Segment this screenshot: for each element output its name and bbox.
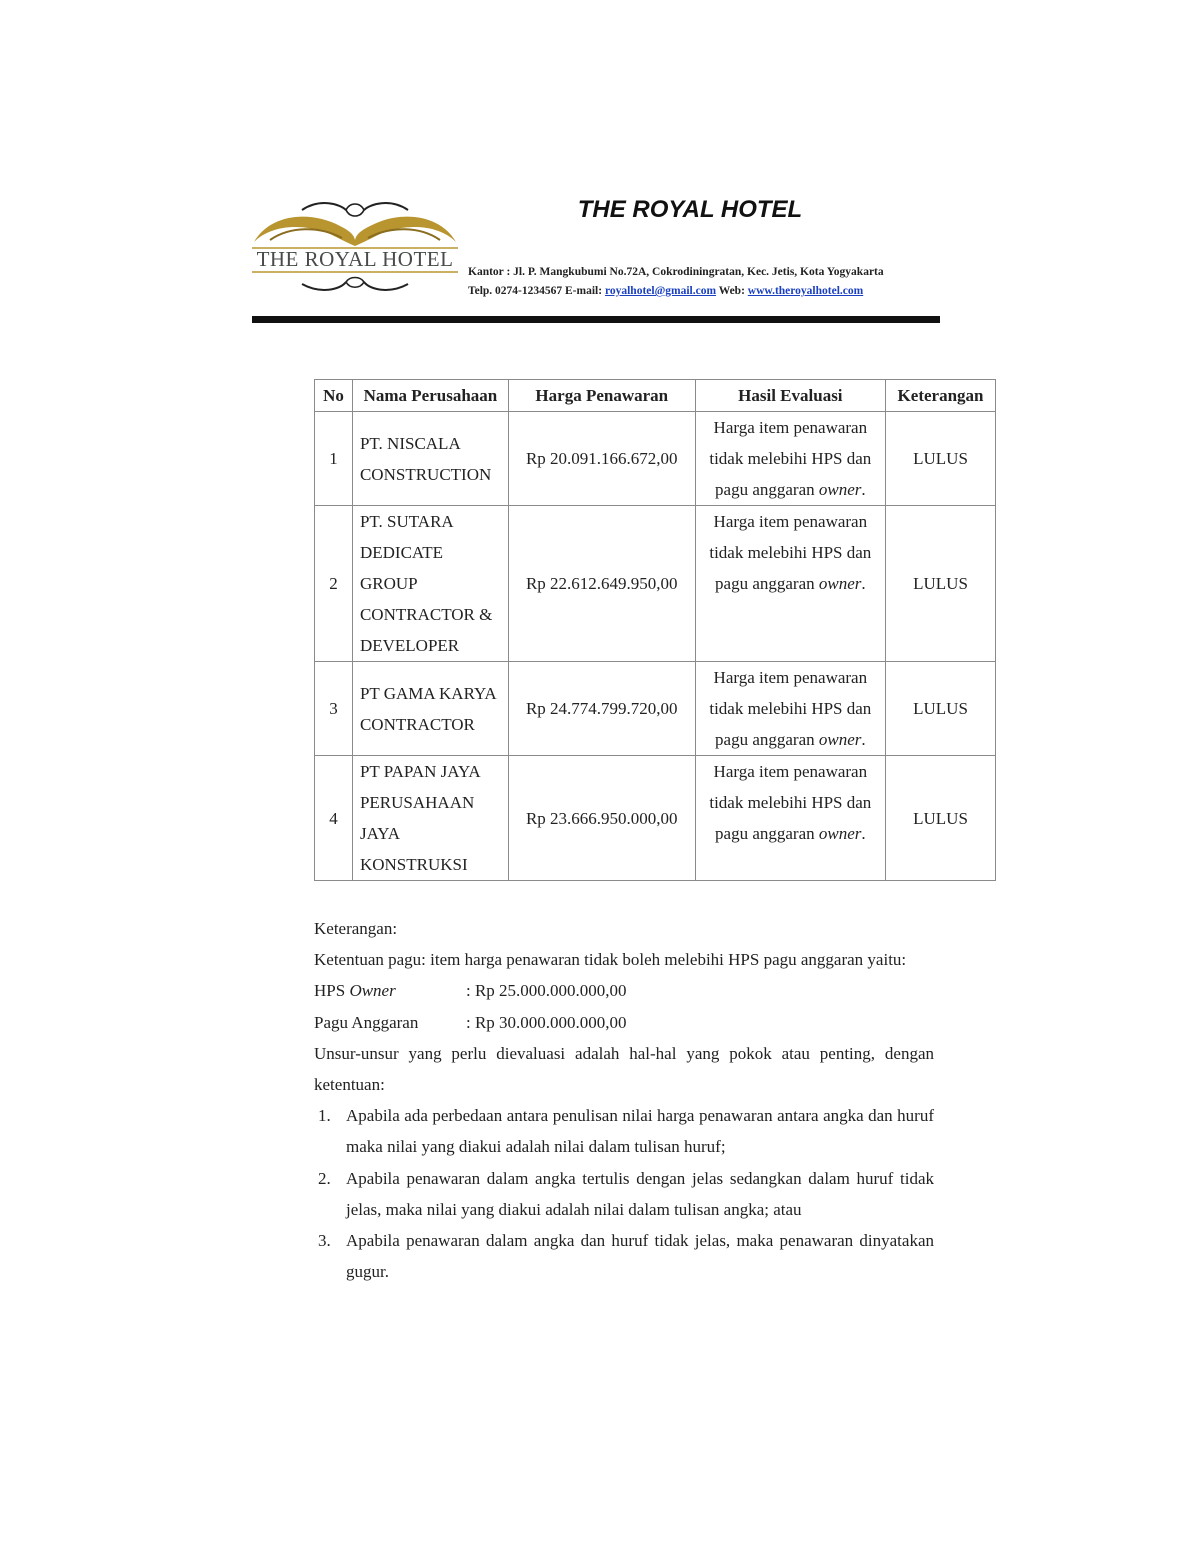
hps-owner-row <box>314 975 934 1006</box>
header-hasil-evaluasi: Hasil Evaluasi <box>695 380 885 412</box>
pagu-anggaran-value: : Rp 30.000.000.000,00 <box>466 1012 627 1032</box>
contact-info <box>468 263 884 301</box>
rules-list <box>314 1100 934 1287</box>
list-text: Apabila penawaran dalam angka dan huruf tidak jelas, maka penawaran dinyatakan gugur. <box>346 1231 934 1282</box>
email-link[interactable]: royalhotel@gmail.com <box>604 285 717 297</box>
table-row <box>315 756 996 881</box>
hps-owner-value: : Rp 25.000.000.000,00 <box>466 981 627 1001</box>
row-no: 3 <box>315 662 353 756</box>
list-item <box>314 1225 934 1287</box>
header-nama-perusahaan: Nama Perusahaan <box>352 380 508 412</box>
evaluation-owner: owner <box>818 824 862 843</box>
list-text: Apabila ada perbedaan antara penulisan nilai harga penawaran antara angka dan huruf maka nilai yang diakui adalah nilai dalam tulisan huruf; <box>346 1106 934 1157</box>
row-status: LULUS <box>886 756 996 881</box>
list-number: 2. <box>318 1168 331 1188</box>
row-no: 1 <box>315 412 353 506</box>
header-keterangan: Keterangan <box>886 380 996 412</box>
evaluation-owner: owner <box>818 574 862 593</box>
row-price: Rp 23.666.950.000,00 <box>508 756 695 881</box>
row-company: PT. NISCALA CONSTRUCTION <box>352 412 508 506</box>
row-evaluation: Harga item penawaran tidak melebihi HPS dan pagu anggaran owner. <box>695 506 885 662</box>
list-text: Apabila penawaran dalam angka tertulis dengan jelas sedangkan dalam huruf tidak jelas, maka nilai yang diakui adalah nilai dalam tulisan angka; atau <box>346 1168 934 1219</box>
table-row <box>315 506 996 662</box>
pagu-anggaran-row <box>314 1007 934 1038</box>
evaluation-owner: owner <box>818 730 862 749</box>
row-company: PT. SUTARA DEDICATE GROUP CONTRACTOR & DEVELOPER <box>352 506 508 662</box>
row-evaluation: Harga item penawaran tidak melebihi HPS dan pagu anggaran owner. <box>695 412 885 506</box>
hps-owner-label <box>314 975 466 1006</box>
row-company: PT PAPAN JAYA PERUSAHAAN JAYA KONSTRUKSI <box>352 756 508 881</box>
evaluation-text: Harga item penawaran tidak melebihi HPS dan pagu anggaran <box>709 512 872 593</box>
table-row <box>315 412 996 506</box>
contact-line <box>468 282 884 301</box>
row-price: Rp 22.612.649.950,00 <box>508 506 695 662</box>
hps-label: HPS <box>314 981 350 1001</box>
row-status: LULUS <box>886 662 996 756</box>
list-number: 1. <box>318 1106 331 1126</box>
list-item <box>314 1100 934 1162</box>
header-no: No <box>315 380 353 412</box>
list-item <box>314 1163 934 1225</box>
web-label: Web: <box>716 285 748 297</box>
row-status: LULUS <box>886 506 996 662</box>
hotel-title: THE ROYAL HOTEL <box>577 196 803 223</box>
row-evaluation: Harga item penawaran tidak melebihi HPS dan pagu anggaran owner. <box>695 756 885 881</box>
row-status: LULUS <box>886 412 996 506</box>
evaluation-text: Harga item penawaran tidak melebihi HPS dan pagu anggaran <box>709 668 872 749</box>
evaluation-text: Harga item penawaran tidak melebihi HPS dan pagu anggaran <box>709 418 872 499</box>
pagu-anggaran-label: Pagu Anggaran <box>314 1012 419 1032</box>
row-price: Rp 24.774.799.720,00 <box>508 662 695 756</box>
notes-section <box>314 913 934 1287</box>
row-price: Rp 20.091.166.672,00 <box>508 412 695 506</box>
hotel-logo-icon <box>250 196 460 296</box>
web-link[interactable]: www.theroyalhotel.com <box>747 285 864 297</box>
unsur-paragraph: Unsur-unsur yang perlu dievaluasi adalah hal-hal yang pokok atau penting, dengan ketentuan: <box>314 1043 934 1095</box>
ketentuan-pagu: Ketentuan pagu: item harga penawaran tidak boleh melebihi HPS pagu anggaran yaitu: <box>314 950 907 970</box>
logo-text: THE ROYAL HOTEL <box>256 247 454 271</box>
header-divider <box>252 316 940 323</box>
header-harga-penawaran: Harga Penawaran <box>508 380 695 412</box>
evaluation-text: Harga item penawaran tidak melebihi HPS dan pagu anggaran <box>709 762 872 843</box>
row-evaluation: Harga item penawaran tidak melebihi HPS dan pagu anggaran owner. <box>695 662 885 756</box>
table-row <box>315 662 996 756</box>
notes-heading: Keterangan: <box>314 919 398 938</box>
list-number: 3. <box>318 1231 331 1251</box>
row-no: 4 <box>315 756 353 881</box>
hotel-logo <box>250 196 460 296</box>
evaluation-table <box>314 379 996 881</box>
table-header-row <box>315 380 996 412</box>
row-no: 2 <box>315 506 353 662</box>
hps-owner-italic: Owner <box>349 981 396 1001</box>
phone-label: Telp. 0274-1234567 E-mail: <box>468 285 605 297</box>
row-company: PT GAMA KARYA CONTRACTOR <box>352 662 508 756</box>
evaluation-owner: owner <box>818 480 862 499</box>
office-address: Kantor : Jl. P. Mangkubumi No.72A, Cokrodiningratan, Kec. Jetis, Kota Yogyakarta <box>468 266 884 278</box>
